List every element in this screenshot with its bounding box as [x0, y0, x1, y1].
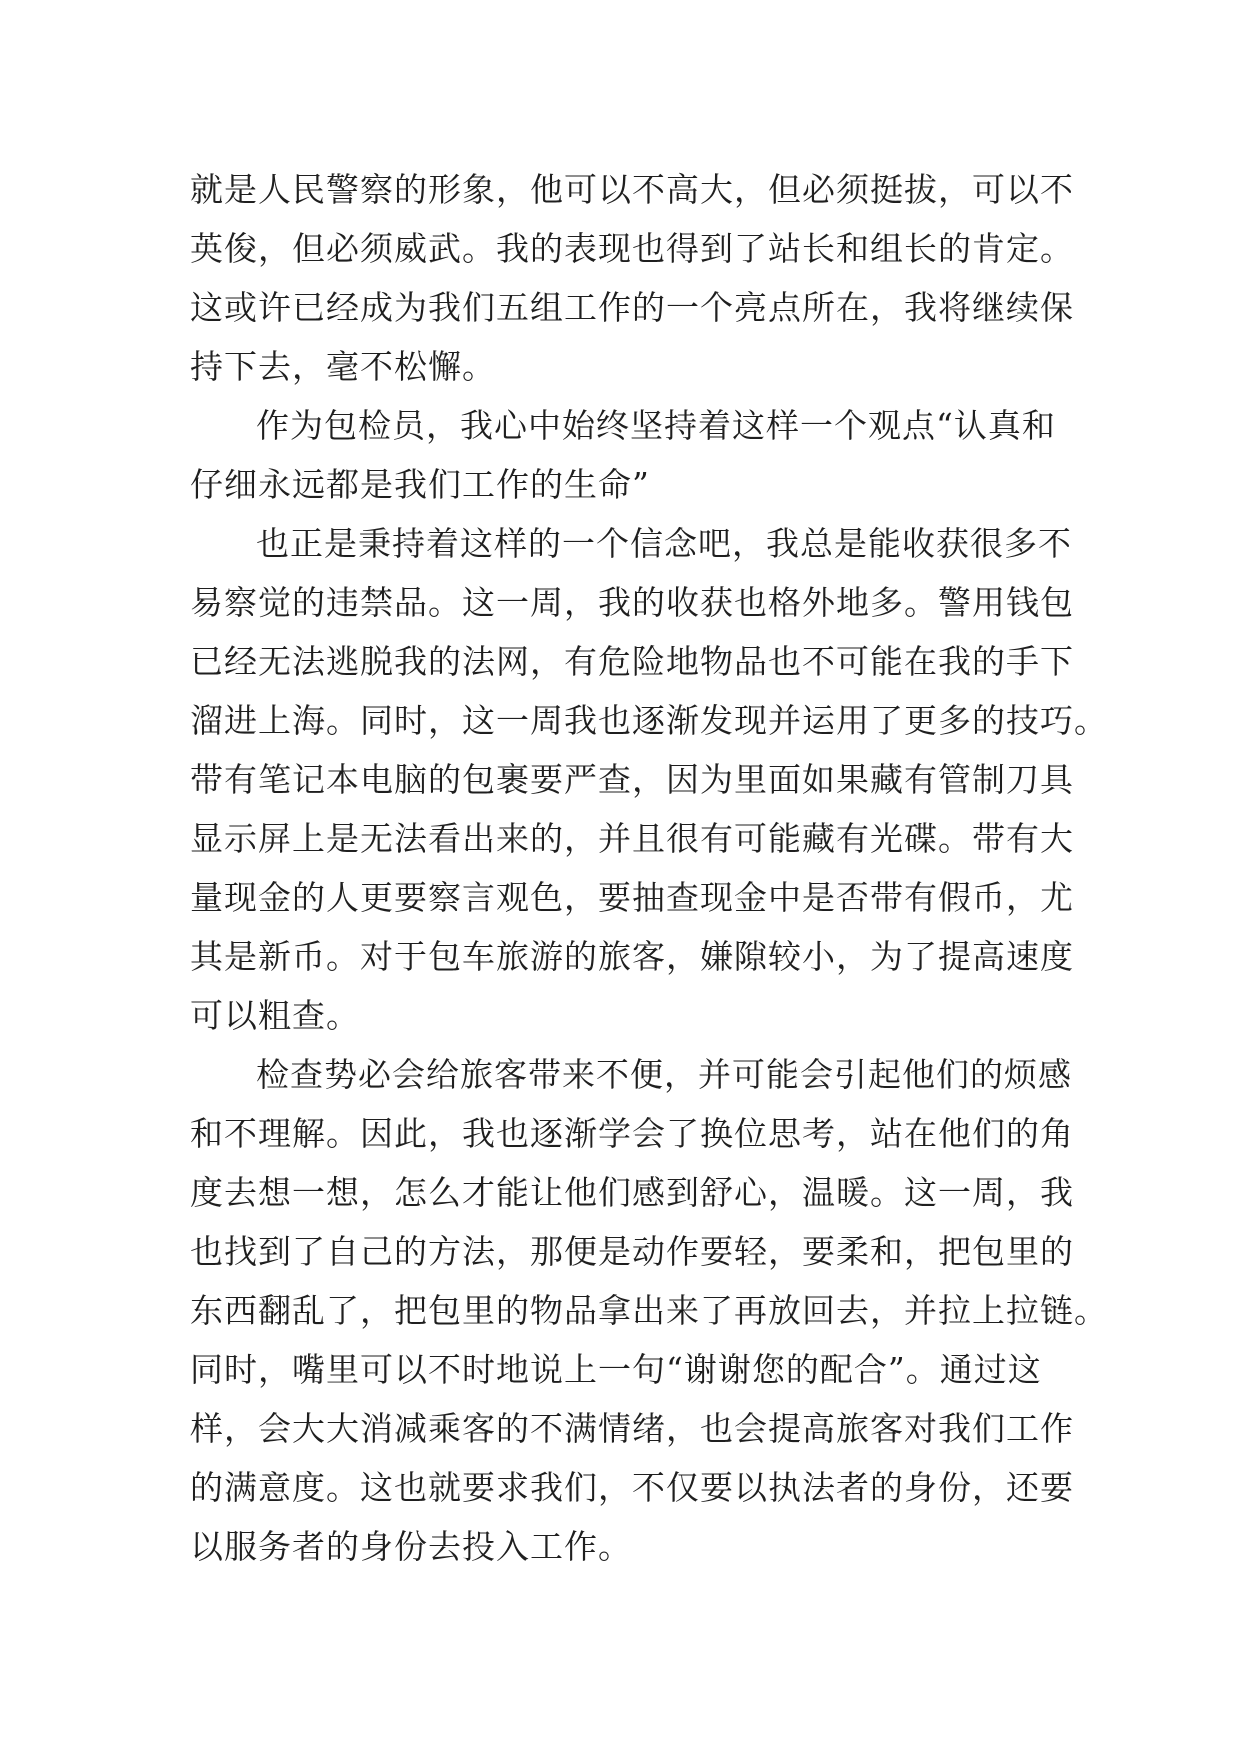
- paragraph-first-line: 也正是秉持着这样的一个信念吧，我总是能收获很多不: [256, 524, 1072, 563]
- text-line: 溜进上海。同时，这一周我也逐渐发现并运用了更多的技巧。: [190, 701, 1108, 740]
- text-line: 以服务者的身份去投入工作。: [190, 1527, 632, 1566]
- text-line: 可以粗查。: [190, 996, 360, 1035]
- text-line: 显示屏上是无法看出来的，并且很有可能藏有光碟。带有大: [190, 819, 1074, 858]
- text-line: 仔细永远都是我们工作的生命”: [190, 465, 650, 504]
- text-line: 带有笔记本电脑的包裹要严查，因为里面如果藏有管制刀具: [190, 760, 1074, 799]
- text-line: 易察觉的违禁品。这一周，我的收获也格外地多。警用钱包: [190, 583, 1074, 622]
- text-line: 和不理解。因此，我也逐渐学会了换位思考，站在他们的角: [190, 1114, 1074, 1153]
- text-line: 已经无法逃脱我的法网，有危险地物品也不可能在我的手下: [190, 642, 1074, 681]
- text-line: 量现金的人更要察言观色，要抽查现金中是否带有假币，尤: [190, 878, 1074, 917]
- text-line: 持下去，毫不松懈。: [190, 347, 496, 386]
- text-line: 度去想一想，怎么才能让他们感到舒心，温暖。这一周，我: [190, 1173, 1074, 1212]
- text-line: 样，会大大消减乘客的不满情绪，也会提高旅客对我们工作: [190, 1409, 1074, 1448]
- text-line: 英俊，但必须威武。我的表现也得到了站长和组长的肯定。: [190, 229, 1074, 268]
- text-line: 的满意度。这也就要求我们，不仅要以执法者的身份，还要: [190, 1468, 1074, 1507]
- text-line: 同时，嘴里可以不时地说上一句“谢谢您的配合”。通过这: [190, 1350, 1042, 1389]
- text-line: 其是新币。对于包车旅游的旅客，嫌隙较小，为了提高速度: [190, 937, 1074, 976]
- text-line: 东西翻乱了，把包里的物品拿出来了再放回去，并拉上拉链。: [190, 1291, 1108, 1330]
- text-line: 也找到了自己的方法，那便是动作要轻，要柔和，把包里的: [190, 1232, 1074, 1271]
- text-line: 这或许已经成为我们五组工作的一个亮点所在，我将继续保: [190, 288, 1074, 327]
- body-text: [190, 160, 1108, 1576]
- paragraph-first-line: 检查势必会给旅客带来不便，并可能会引起他们的烦感: [256, 1055, 1072, 1094]
- paragraph-first-line: 作为包检员，我心中始终坚持着这样一个观点“认真和: [256, 406, 1056, 445]
- text-line: 就是人民警察的形象，他可以不高大，但必须挺拔，可以不: [190, 170, 1074, 209]
